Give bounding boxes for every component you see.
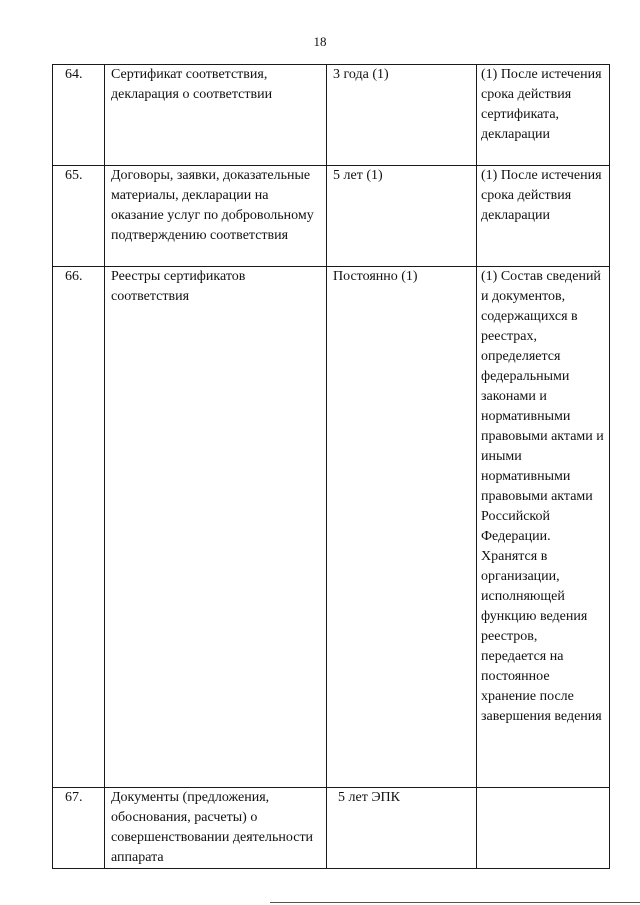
retention-note: (1) Состав сведений и документов, содержащихся в реестрах, определяется федеральными законами и нормативными правовыми актами и иными нормативными правовыми актами Российской Федерации. Хранятся в организации, исполняющей функцию ведения реестров, передается на постоянное хранение после завершения ведения	[477, 267, 610, 788]
row-number: 67.	[53, 788, 105, 869]
retention-table	[52, 64, 610, 869]
page-number: 18	[313, 34, 327, 49]
table-row	[53, 267, 610, 788]
retention-term: 3 года (1)	[327, 65, 477, 166]
document-title: Сертификат соответствия, декларация о соответствии	[105, 65, 327, 166]
retention-note	[477, 788, 610, 869]
retention-term-text: 5 лет ЭПК	[338, 790, 401, 805]
table-row	[53, 65, 610, 166]
retention-term: 5 лет (1)	[327, 166, 477, 267]
retention-term	[327, 788, 477, 869]
row-number: 64.	[53, 65, 105, 166]
retention-term: Постоянно (1)	[327, 267, 477, 788]
table-row	[53, 788, 610, 869]
document-title: Реестры сертификатов соответствия	[105, 267, 327, 788]
scan-edge-line	[270, 902, 640, 903]
document-title: Документы (предложения, обоснования, расчеты) о совершенствовании деятельности аппарата	[105, 788, 327, 869]
row-number: 66.	[53, 267, 105, 788]
retention-note: (1) После истечения срока действия декларации	[477, 166, 610, 267]
row-number: 65.	[53, 166, 105, 267]
retention-note: (1) После истечения срока действия сертификата, декларации	[477, 65, 610, 166]
table-row	[53, 166, 610, 267]
document-title: Договоры, заявки, доказательные материалы, декларации на оказание услуг по добровольному подтверждению соответствия	[105, 166, 327, 267]
